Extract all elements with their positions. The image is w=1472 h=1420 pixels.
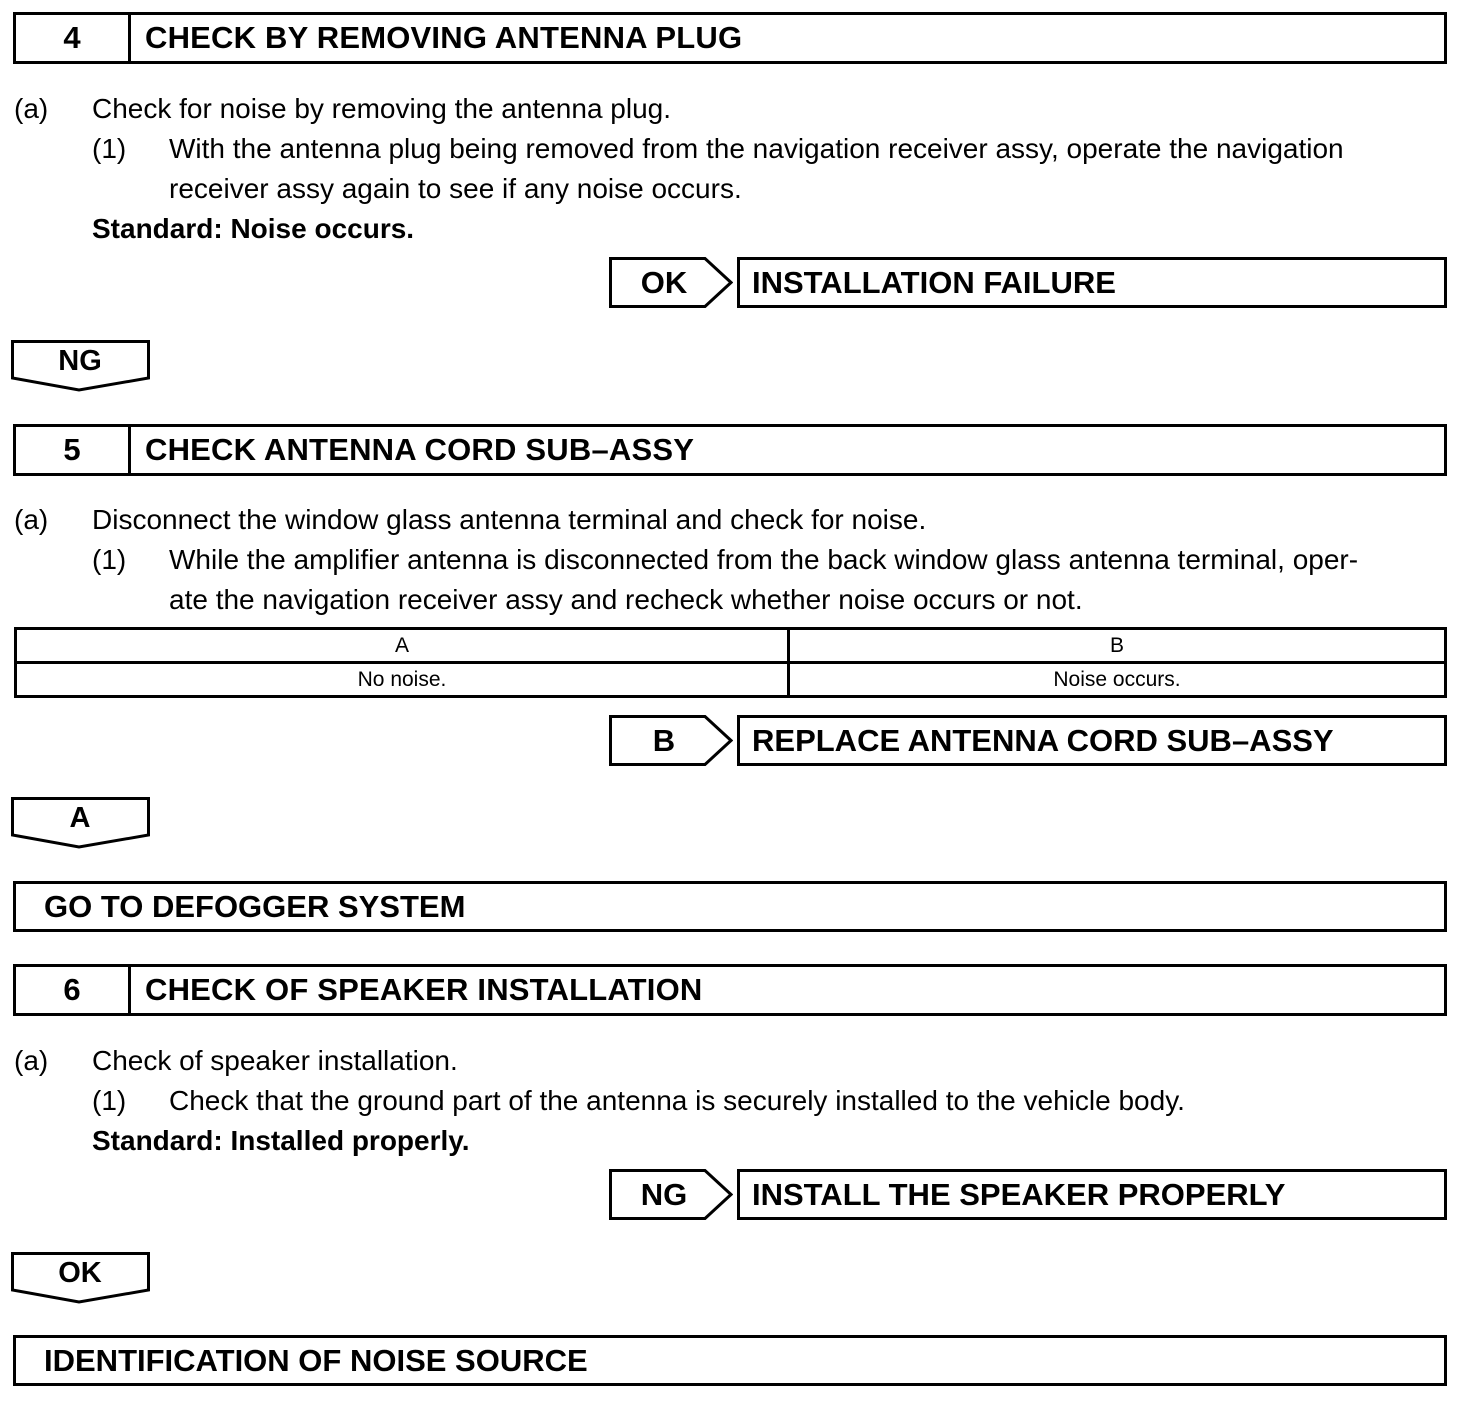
- branch-label: NG: [58, 344, 102, 377]
- item-marker: (a): [14, 1045, 49, 1076]
- ng-branch-arrow: [11, 340, 151, 392]
- sub-item-text-line1: Check that the ground part of the antenna is securely installed to the vehicle body.: [169, 1085, 1185, 1116]
- sub-item-text-line2: ate the navigation receiver assy and recheck whether noise occurs or not.: [169, 584, 1083, 615]
- standard-text: Standard: Noise occurs.: [92, 213, 415, 244]
- step-number: 6: [16, 967, 131, 1013]
- step-title: CHECK OF SPEAKER INSTALLATION: [145, 972, 703, 1007]
- branch-label: B: [652, 722, 676, 758]
- branch-label: OK: [58, 1256, 102, 1289]
- step-6-header: [13, 964, 1447, 1016]
- table-header-cell: B: [789, 629, 1446, 663]
- table-header-row: [16, 629, 1446, 663]
- table-cell: No noise.: [16, 663, 789, 697]
- sub-item-marker: (1): [92, 544, 127, 575]
- step-5-header: [13, 424, 1447, 476]
- table-cell: Noise occurs.: [789, 663, 1446, 697]
- ok-branch-arrow: [11, 1252, 151, 1304]
- step-4-header: [13, 12, 1447, 64]
- sub-item-marker: (1): [92, 133, 127, 164]
- ok-branch-arrow: [609, 257, 733, 308]
- item-marker: (a): [14, 93, 49, 124]
- b-branch-arrow: [609, 715, 733, 766]
- item-text: Check for noise by removing the antenna plug.: [92, 93, 672, 124]
- step-title: CHECK ANTENNA CORD SUB–ASSY: [145, 432, 695, 467]
- sub-item-text-line2: receiver assy again to see if any noise occurs.: [169, 173, 742, 204]
- item-text: Check of speaker installation.: [92, 1045, 458, 1076]
- table-row: [16, 663, 1446, 697]
- sub-item-marker: (1): [92, 1085, 127, 1116]
- step-number: 5: [16, 427, 131, 473]
- step-number: 4: [16, 15, 131, 61]
- branch-label: NG: [640, 1176, 688, 1212]
- item-marker: (a): [14, 504, 49, 535]
- result-table: [14, 627, 1447, 698]
- table-header-cell: A: [16, 629, 789, 663]
- result-box: INSTALL THE SPEAKER PROPERLY: [737, 1169, 1447, 1220]
- result-box: IDENTIFICATION OF NOISE SOURCE: [13, 1335, 1447, 1386]
- a-branch-arrow: [11, 797, 151, 849]
- standard-text: Standard: Installed properly.: [92, 1125, 470, 1156]
- step-title: CHECK BY REMOVING ANTENNA PLUG: [145, 20, 743, 55]
- result-box: REPLACE ANTENNA CORD SUB–ASSY: [737, 715, 1447, 766]
- item-text: Disconnect the window glass antenna terminal and check for noise.: [92, 504, 927, 535]
- branch-label: A: [69, 801, 91, 834]
- ng-branch-arrow: [609, 1169, 733, 1220]
- result-box: INSTALLATION FAILURE: [737, 257, 1447, 308]
- result-box: GO TO DEFOGGER SYSTEM: [13, 881, 1447, 932]
- sub-item-text-line1: While the amplifier antenna is disconnected from the back window glass antenna terminal, oper-: [169, 544, 1359, 575]
- branch-label: OK: [640, 264, 688, 300]
- sub-item-text-line1: With the antenna plug being removed from the navigation receiver assy, operate the navigation: [169, 133, 1344, 164]
